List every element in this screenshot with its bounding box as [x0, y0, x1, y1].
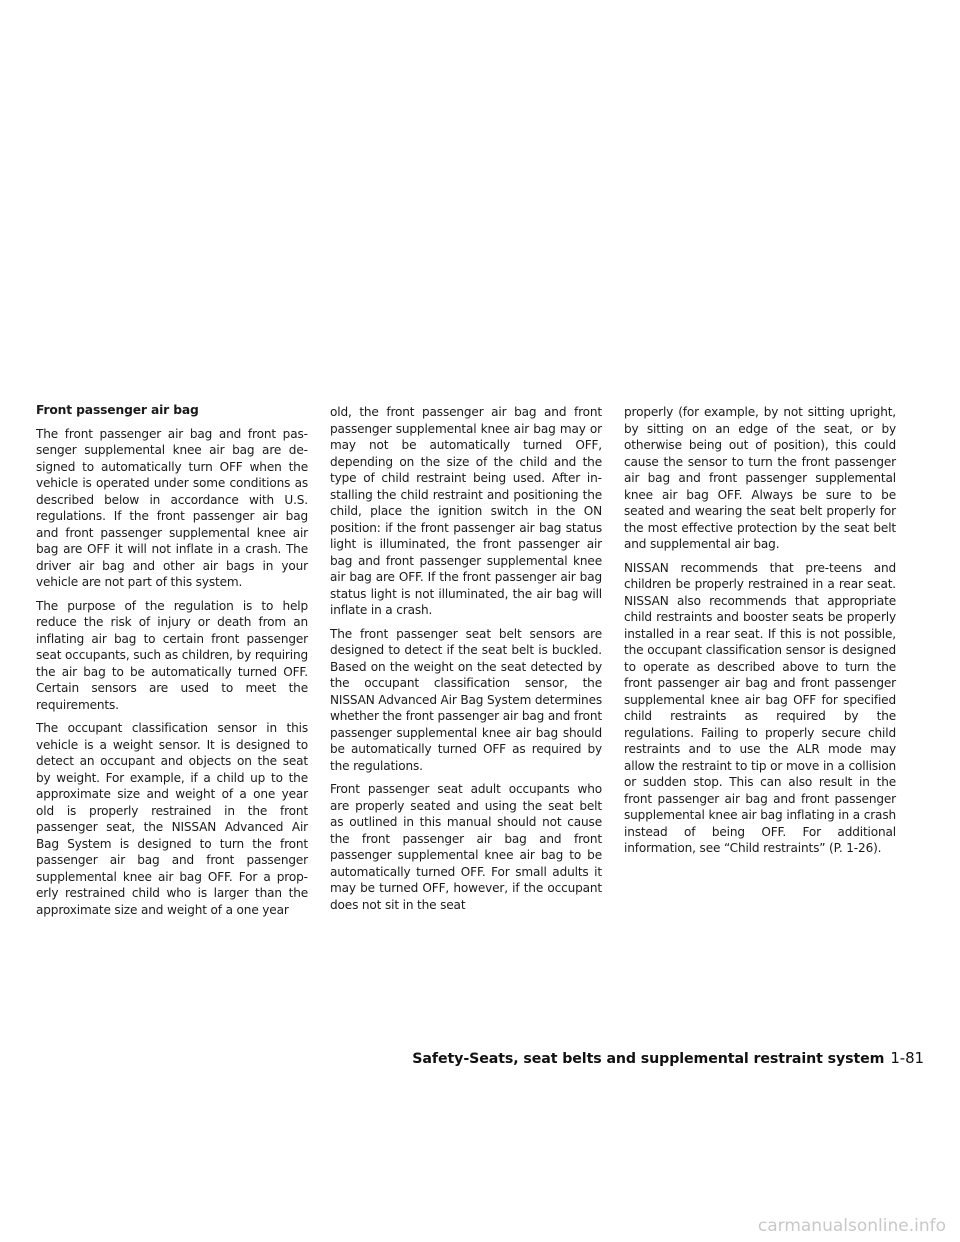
paragraph: The front passenger seat belt sensors are designed to detect if the seat belt is buckled. Based on the weight on the seat detected by the occupant classification sensor, the NISSAN Advanced Air Bag System determines whether the front passenger air bag and front passenger supplemental knee air bag should be automatically turned OFF as required by the regulations.: [330, 626, 603, 773]
page-number: 1-81: [890, 1049, 924, 1067]
text-column-3: [624, 404, 896, 864]
section-heading: Front passenger air bag: [36, 403, 199, 417]
paragraph: Front passenger seat adult occupants who are properly seated and using the seat belt as outlined in this manual should not cause the front passenger air bag and front passenger supplemental knee air bag to be automatically turned OFF. For small adults it may be turned OFF, however, if the occupant does not sit in the seat: [330, 782, 602, 912]
text-column-2: [330, 404, 602, 920]
watermark: carmanualsonline.info: [757, 1216, 946, 1236]
page-footer: [412, 1049, 924, 1067]
paragraph: The front passenger air bag and front passenger supplemental knee air bag are designed to automatically turn OFF when the vehicle is operated under some conditions as described below in accordance with U.S. regulations. If the front passenger air bag and front passenger supplemental knee air bag are OFF it will not inflate in a crash. The driver air bag and other air bags in your vehicle are not part of this system.: [36, 426, 308, 589]
text-column-1: [36, 402, 308, 925]
paragraph: NISSAN recommends that pre-teens and children be properly restrained in a rear seat. NISSAN also recommends that appropriate child restraints and booster seats be properly installed in a rear seat. If this is not possible, the occupant classification sensor is designed to operate as described above to turn the front passenger air bag and front passenger supplemental knee air bag OFF for specified child restraints as required by the regulations. Failing to properly secure child restraints and to use the ALR mode may allow the restraint to tip or move in a collision or sudden stop. This can also result in the front passenger air bag and front passenger supplemental knee air bag inflating in a crash instead of being OFF. For additional information, see “Child restraints” (P. 1-26).: [624, 560, 896, 855]
paragraph: properly (for example, by not sitting upright, by sitting on an edge of the seat, or by otherwise being out of position), this could cause the sensor to turn the front passenger air bag and front passenger supplemental knee air bag OFF. Always be sure to be seated and wearing the seat belt properly for the most effective protection by the seat belt and supplemental air bag.: [624, 405, 896, 551]
footer-section-title: Safety-Seats, seat belts and supplemental restraint system: [412, 1051, 885, 1067]
paragraph: The occupant classification sensor in this vehicle is a weight sensor. It is designed to detect an occupant and objects on the seat by weight. For example, if a child up to the approximate size and weight of a one year old is properly restrained in the front passenger seat, the NISSAN Advanced Air Bag System is designed to turn the front passenger air bag and front passenger supplemental knee air bag OFF. For a properly restrained child who is larger than the approximate size and weight of a one year: [36, 721, 308, 917]
paragraph: The purpose of the regulation is to help reduce the risk of injury or death from an inflating air bag to certain front passenger seat occupants, such as children, by requiring the air bag to be automatically turned OFF. Certain sensors are used to meet the requirements.: [36, 598, 308, 712]
paragraph: old, the front passenger air bag and front passenger supplemental knee air bag may or may not be automatically turned OFF, depending on the size of the child and the type of child restraint being used. After installing the child restraint and positioning the child, place the ignition switch in the ON position: if the front passenger air bag status light is illuminated, the front passenger air bag and front passenger supplemental knee air bag are OFF. If the front passenger air bag status light is not illuminated, the air bag will inflate in a crash.: [330, 405, 602, 617]
